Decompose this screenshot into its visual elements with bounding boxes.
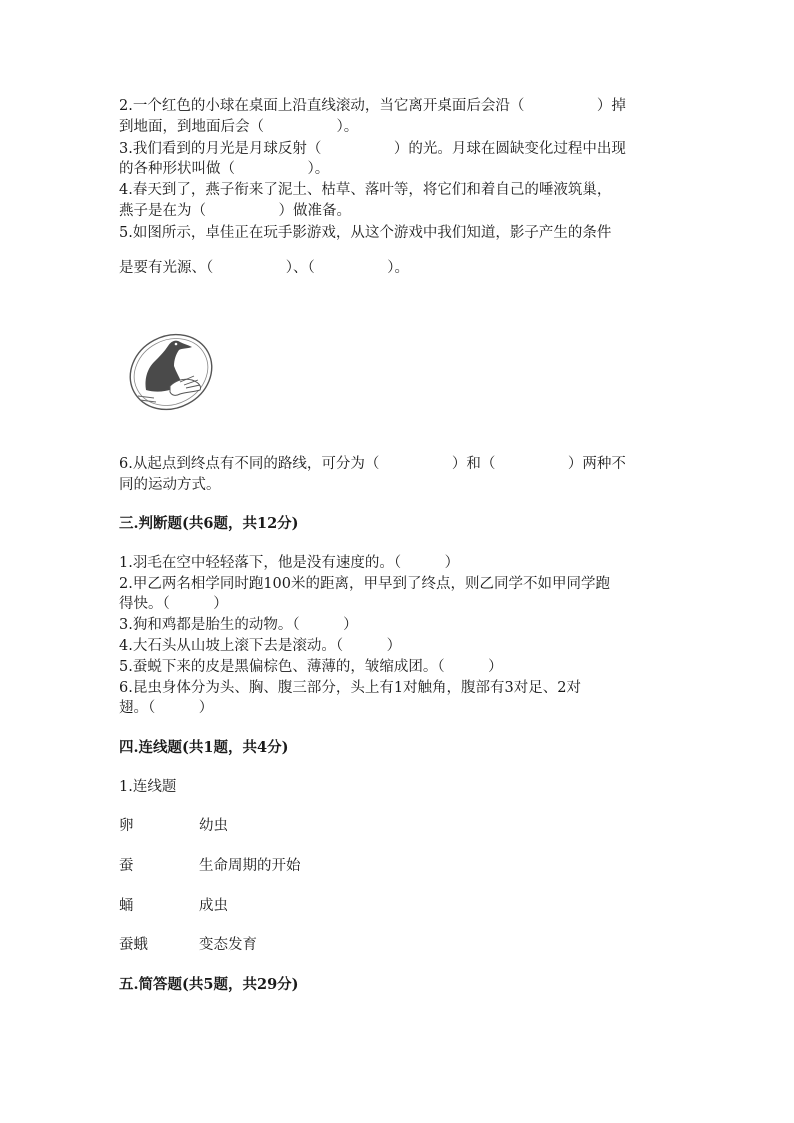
q2-line-2: 到地面，到地面后会（ ）。	[119, 119, 359, 135]
match-left-1: 卵	[119, 818, 134, 834]
match-left-3: 蛹	[119, 898, 134, 914]
s3-line-7: 6.昆虫身体分为头、胸、腹三部分，头上有1对触角，腹部有3对足、2对	[119, 680, 582, 696]
q3-line-1: 3.我们看到的月光是月球反射（ ）的光。月球在圆缺变化过程中出现	[119, 141, 626, 157]
section4-heading: 四.连线题(共1题，共4分)	[119, 739, 289, 756]
match-left-4: 蚕蛾	[119, 937, 148, 953]
q5-line-2: 是要有光源、（ ）、（ ）。	[119, 260, 409, 276]
q4-line-2: 燕子是在为（ ）做准备。	[119, 203, 351, 219]
s3-line-3: 得快。（ ）	[119, 596, 228, 612]
q6-line-2: 同的运动方式。	[119, 477, 221, 493]
s3-line-6: 5.蚕蜕下来的皮是黑偏棕色、薄薄的，皱缩成团。（ ）	[119, 659, 503, 675]
match-right-2: 生命周期的开始	[199, 858, 301, 874]
q6-line-1: 6.从起点到终点有不同的路线，可分为（ ）和（ ）两种不	[119, 456, 626, 472]
s3-line-4: 3.狗和鸡都是胎生的动物。（ ）	[119, 617, 358, 633]
hand-shadow-illustration	[124, 330, 218, 412]
s3-line-2: 2.甲乙两名相学同时跑100米的距离，甲早到了终点，则乙同学不如甲同学跑	[119, 576, 611, 592]
s3-line-8: 翅。（ ）	[119, 700, 214, 716]
match-left-2: 蚕	[119, 858, 134, 874]
s4-question: 1.连线题	[119, 779, 177, 795]
q4-line-1: 4.春天到了，燕子衔来了泥土、枯草、落叶等，将它们和着自己的唾液筑巢，	[119, 182, 612, 198]
q2-line-1: 2.一个红色的小球在桌面上沿直线滚动，当它离开桌面后会沿（ ）掉	[119, 98, 626, 114]
match-right-4: 变态发育	[199, 937, 257, 953]
s3-line-5: 4.大石头从山坡上滚下去是滚动。（ ）	[119, 638, 402, 654]
s3-line-1: 1.羽毛在空中轻轻落下，他是没有速度的。（ ）	[119, 555, 460, 571]
q3-line-2: 的各种形状叫做（ ）。	[119, 161, 330, 177]
section3-heading: 三.判断题(共6题，共12分)	[119, 515, 299, 532]
section5-heading: 五.简答题(共5题，共29分)	[119, 976, 299, 993]
q5-line-1: 5.如图所示，卓佳正在玩手影游戏，从这个游戏中我们知道，影子产生的条件	[119, 225, 612, 241]
match-right-3: 成虫	[199, 898, 228, 914]
match-right-1: 幼虫	[199, 818, 228, 834]
